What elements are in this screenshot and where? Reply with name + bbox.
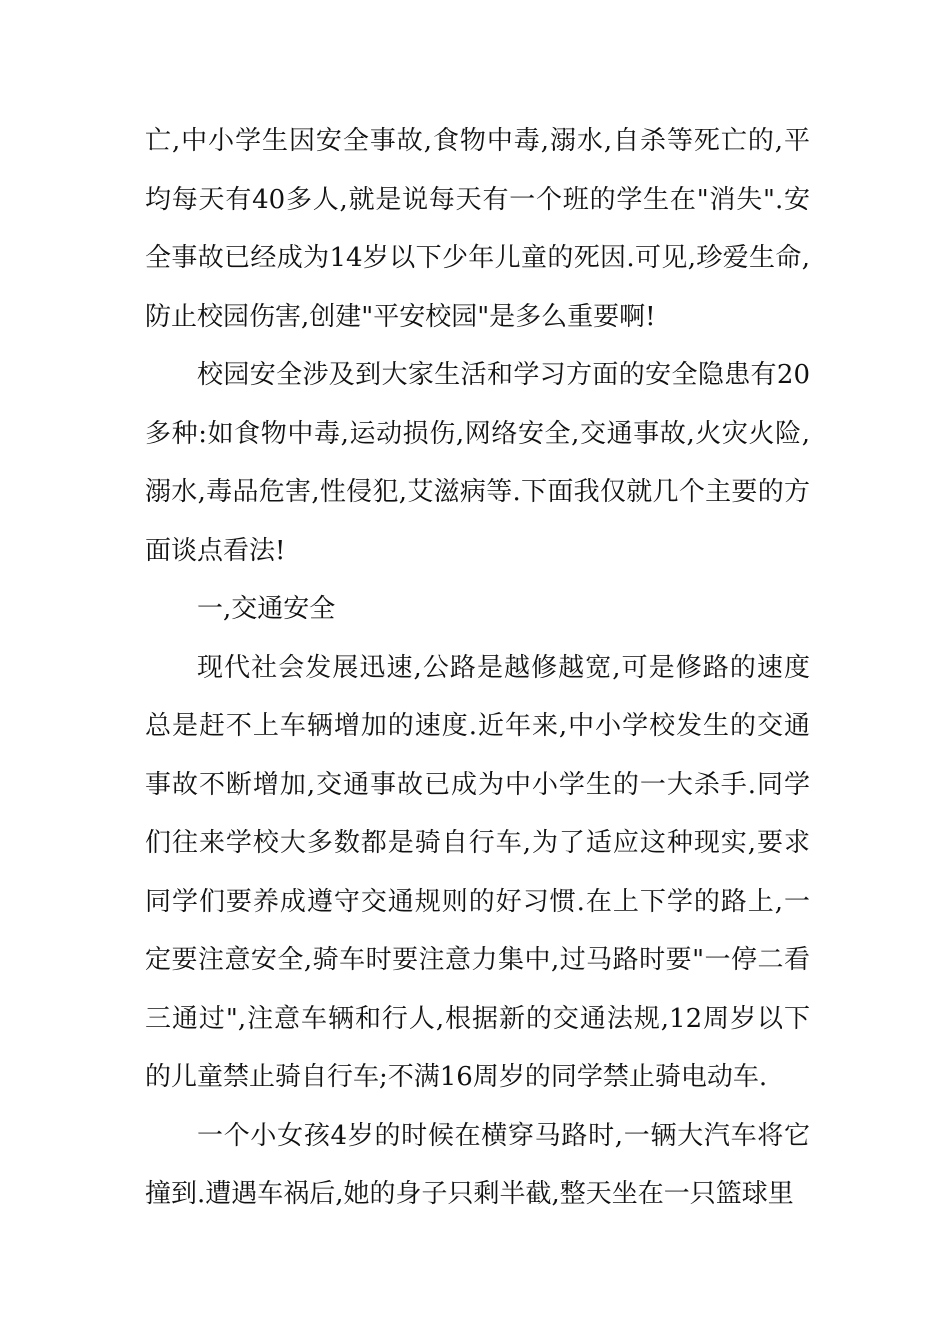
document-body — [145, 112, 810, 1224]
paragraph-accident-story: 一个小女孩4岁的时候在横穿马路时,一辆大汽车将它撞到.遭遇车祸后,她的身子只剩半截,整天坐在一只篮球里 — [145, 1120, 810, 1209]
paragraph-safety-hazards: 校园安全涉及到大家生活和学习方面的安全隐患有20多种:如食物中毒,运动损伤,网络安全,交通事故,火灾火险,溺水,毒品危害,性侵犯,艾滋病等.下面我仅就几个主要的方面谈点看法! — [145, 360, 810, 566]
paragraph-continuation: 亡,中小学生因安全事故,食物中毒,溺水,自杀等死亡的,平均每天有40多人,就是说每天有一个班的学生在"消失".安全事故已经成为14岁以下少年儿童的死因.可见,珍爱生命,防止校园伤害,创建"平安校园"是多么重要啊! — [145, 126, 810, 332]
paragraph-traffic-safety: 现代社会发展迅速,公路是越修越宽,可是修路的速度总是赶不上车辆增加的速度.近年来,中小学校发生的交通事故不断增加,交通事故已成为中小学生的一大杀手.同学们往来学校大多数都是骑自行车,为了适应这种现实,要求同学们要养成遵守交通规则的好习惯.在上下学的路上,一定要注意安全,骑车时要注意力集中,过马路时要"一停二看三通过",注意车辆和行人,根据新的交通法规,12周岁以下的儿童禁止骑自行车;不满16周岁的同学禁止骑电动车. — [145, 652, 810, 1092]
section-heading-traffic-safety: 一,交通安全 — [197, 594, 336, 624]
